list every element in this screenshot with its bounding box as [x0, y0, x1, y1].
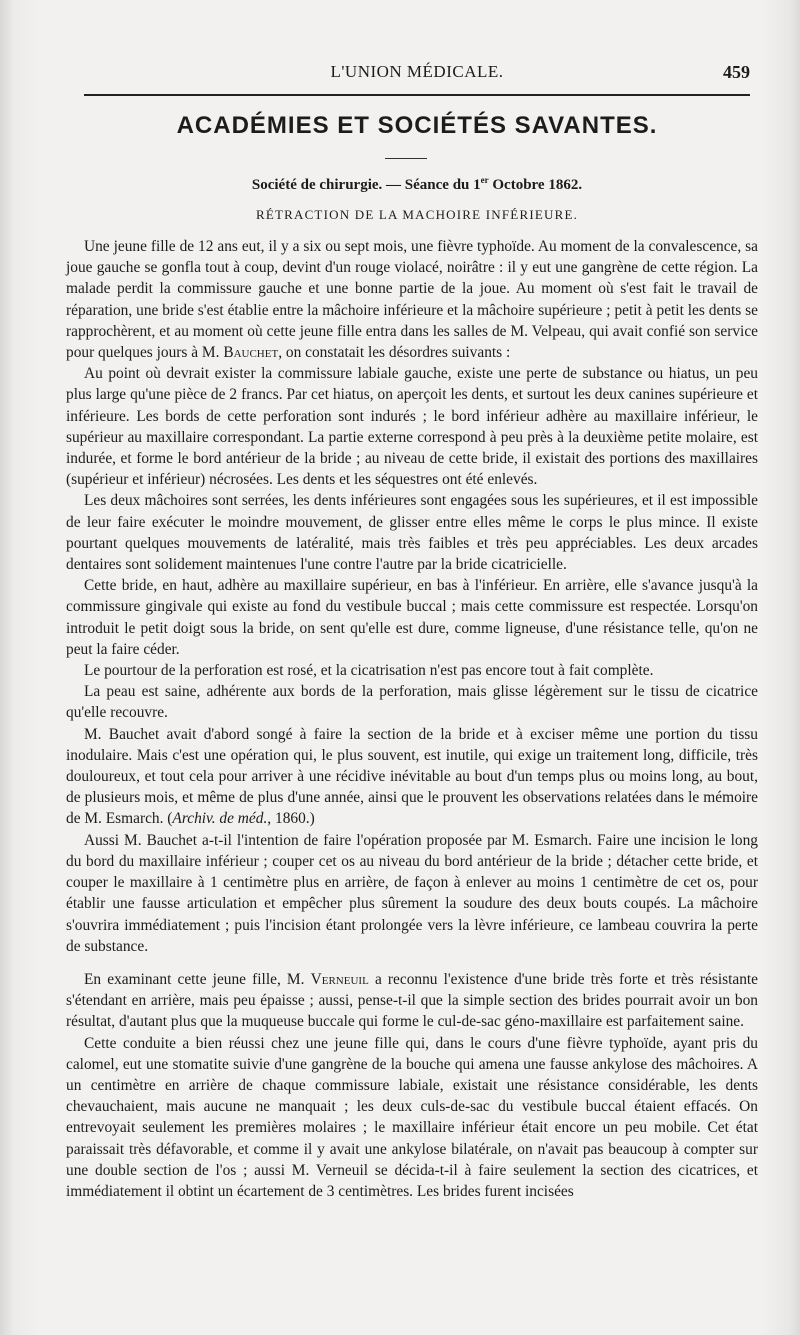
sitting-sup: er [480, 175, 489, 185]
paragraph-text: a reconnu l'existence d'une bride très forte et très résistante s'étendant en arrière, mais peu épaisse ; aussi, pense-t-il que la simple section des brides pourrait avoir un bon résultat, d'autant plus que la muqueuse buccale qui forme le cul-de-sac géno-maxillaire est parfaitement saine. [66, 970, 758, 1031]
sitting-suffix: Octobre 1862. [488, 177, 583, 193]
session-separator: — [382, 177, 405, 193]
paragraph: Cette conduite a bien réussi chez une jeune fille qui, dans le cours d'une fièvre typhoïde, ayant pris du calomel, eut une stomatite suivie d'une gangrène de la bouche qui amena une fausse ankylose des mâchoires. A un centimètre en arrière de chaque commissure labiale, existait une résistance considérable, les dents chevauchaient, mais aucune ne manquait ; les deux culs-de-sac du vestibule buccal étaient effacés. On entrevoyait seulement les premières molaires ; le maxillaire inférieur était encore un peu mobile. Cet état paraissait très défavorable, et comme il y avait une ankylose bilatérale, on n'avait pas beaucoup à compter sur une double section de l'os ; aussi M. Verneuil se décida-t-il à faire seulement la section des cicatrices, et immédiatement il obtint un écartement de 3 centimètres. Les brides furent incisées [66, 1034, 758, 1200]
page-number: 459 [723, 62, 750, 82]
paragraph [66, 236, 758, 363]
surgeon-name: Verneuil [310, 970, 369, 988]
citation: Archiv. de méd. [172, 810, 268, 828]
society-name: Société de chirurgie. [251, 177, 383, 193]
session-line [84, 175, 750, 194]
paragraph-text: , on constatait les désordres suivants : [278, 344, 511, 362]
section-title: ACADÉMIES ET SOCIÉTÉS SAVANTES. [176, 112, 658, 139]
paragraph: Les deux mâchoires sont serrées, les dents inférieures sont engagées sous les supérieures, et il est impossible de leur faire exécuter le moindre mouvement, de glisser entre elles même le corps le plus mince. Il existe pourtant quelques mouvements de latéralité, mais très faibles et très peu appréciables. Les deux arcades dentaires sont solidement maintenues l'une contre l'autre par la bride cicatricielle. [66, 492, 758, 574]
journal-title: L'UNION MÉDICALE. [330, 62, 504, 81]
title-divider [385, 158, 427, 159]
paragraph-text: Une jeune fille de 12 ans eut, il y a six ou sept mois, une fièvre typhoïde. Au moment de la convalescence, sa joue gauche se gonfla tout à coup, devint d'un rouge violacé, noirâtre : il y eut une gangrène de cette région. La malade perdit la commissure gauche et une bonne partie de la joue. Au moment où s'est fait le travail de réparation, une bride s'est établie entre la mâchoire inférieure et la mâchoire supérieure ; petit à petit les dents se rapprochèrent, et au moment où cette jeune fille entra dans les salles de M. Velpeau, qui avait confié son service pour quelques jours à M. [66, 238, 758, 362]
surgeon-name: Bauchet [223, 344, 279, 362]
paragraph-text: En examinant cette jeune fille, M. [84, 970, 311, 988]
article-subject: RÉTRACTION DE LA MACHOIRE INFÉRIEURE. [255, 207, 579, 222]
paragraph: La peau est saine, adhérente aux bords de la perforation, mais glisse légèrement sur le tissu de cicatrice qu'elle recouvre. [66, 683, 758, 722]
paragraph-text: , 1860.) [267, 810, 315, 828]
paragraph-text: M. Bauchet avait d'abord songé à faire la section de la bride et à exciser même une portion du tissu inodulaire. Mais c'est une opération qui, le plus souvent, est inutile, qui exige un traitement long, difficile, très douloureux, et tout cela pour arriver à une récidive inévitable au bout d'un temps plus ou moins long, au bout, de plusieurs mois, et même de plus d'une année, ainsi que le prouvent les observations relatées dans le mémoire de M. Esmarch. ( [66, 725, 758, 828]
paragraph [66, 969, 758, 1033]
running-head [84, 62, 750, 86]
header-rule [84, 94, 750, 96]
paragraph [66, 724, 758, 830]
sitting-prefix: Séance du 1 [404, 177, 481, 193]
paragraph: Aussi M. Bauchet a-t-il l'intention de faire l'opération proposée par M. Esmarch. Faire une incision le long du bord du maxillaire inférieur ; couper cet os au niveau du bord antérieur de la bride ; détacher cette bride, et couper le maxillaire à 1 centimètre plus en arrière, de façon à enlever au moins 1 centimètre de cet os, pour établir une fausse articulation et empêcher plus sûrement la soudure des deux bouts coupés. La mâchoire s'ouvrira immédiatement ; puis l'incision étant prolongée vers la lèvre inférieure, ce lambeau couvrira la perte de substance. [66, 831, 758, 955]
paragraph: Le pourtour de la perforation est rosé, et la cicatrisation n'est pas encore tout à fait complète. [84, 662, 654, 680]
paragraph: Au point où devrait exister la commissure labiale gauche, existe une perte de substance ou hiatus, un peu plus large qu'une pièce de 2 francs. Par cet hiatus, on aperçoit les dents, et surtout les deux canines supérieure et inférieure. Les bords de cette perforation sont indurés ; le bord inférieur adhère au maxillaire inférieur, le supérieur au maxillaire correspondant. La partie externe correspond à peu près à la deuxième petite molaire, est indurée, et forme le bord antérieur de la bride ; au niveau de cette bride, il existait des portions des maxillaires (supérieur et inférieur) nécrosées. Les dents et les séquestres ont été enlevés. [66, 365, 758, 489]
article-body [66, 236, 758, 1202]
paragraph: Cette bride, en haut, adhère au maxillaire supérieur, en bas à l'inférieur. En arrière, elle s'avance jusqu'à la commissure gingivale qui existe au fond du vestibule buccal ; mais cette commissure est respectée. Lorsqu'on introduit le petit doigt sous la bride, on sent qu'elle est dure, comme ligneuse, d'une résistance telle, qu'on ne peut la faire céder. [66, 577, 758, 658]
sitting-date [405, 177, 582, 193]
